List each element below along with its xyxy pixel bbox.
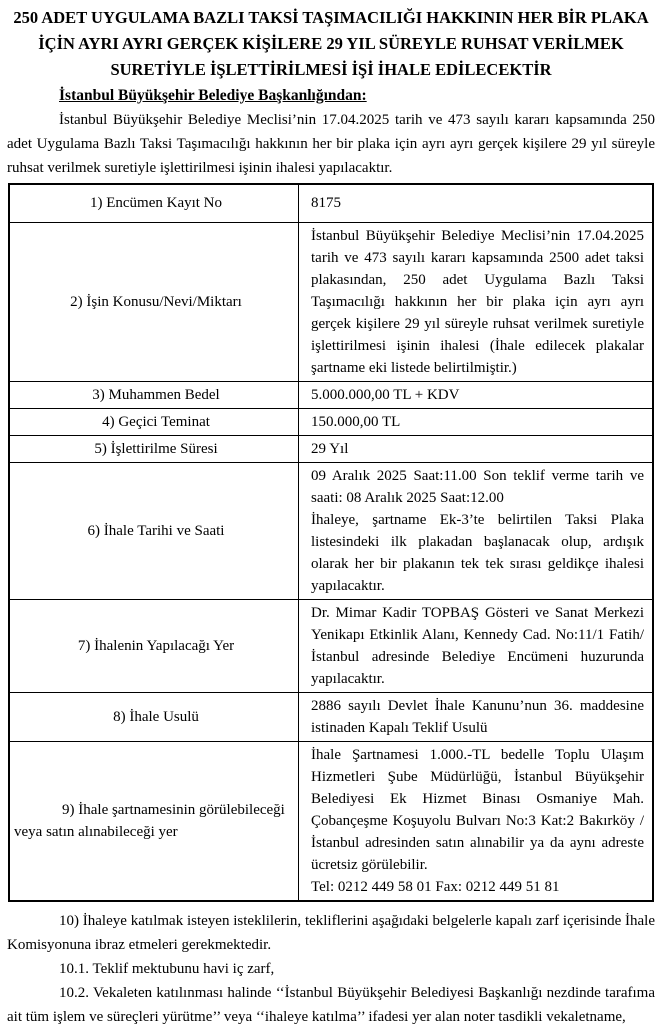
row-label: 9) İhale şartnamesinin görülebileceği veya satın alınabileceği yer [9, 741, 299, 901]
row-value: 2886 sayılı Devlet İhale Kanunu’nun 36. maddesine istinaden Kapalı Teklif Usulü [299, 692, 654, 741]
row-label: 7) İhalenin Yapılacağı Yer [9, 599, 299, 692]
paragraph-10: 10) İhaleye katılmak isteyen isteklilerin, tekliflerini aşağıdaki belgelerle kapalı zarf içerisinde İhale Komisyonuna ibraz etmeleri gerekmektedir. [7, 912, 655, 953]
row-label: 2) İşin Konusu/Nevi/Miktarı [9, 222, 299, 381]
row-value [299, 462, 654, 599]
row-label: 8) İhale Usulü [9, 692, 299, 741]
row-value: 8175 [299, 184, 654, 222]
table-row [9, 381, 653, 408]
row-value-paragraph-1: 09 Aralık 2025 Saat:11.00 Son teklif verme tarih ve saati: 08 Aralık 2025 Saat:12.00 [311, 467, 644, 506]
row-label: 1) Encümen Kayıt No [9, 184, 299, 222]
page-title-line-2: İÇİN AYRI AYRI GERÇEK KİŞİLERE 29 YIL SÜREYLE RUHSAT VERİLMEK [38, 34, 624, 53]
page-title-line-1: 250 ADET UYGULAMA BAZLI TAKSİ TAŞIMACILIĞI HAKKININ HER BİR PLAKA [13, 8, 649, 27]
row-label: 4) Geçici Teminat [9, 408, 299, 435]
table-row [9, 435, 653, 462]
row-value [299, 741, 654, 901]
row-value-paragraph-2: Tel: 0212 449 58 01 Fax: 0212 449 51 81 [311, 878, 560, 895]
row-value: 5.000.000,00 TL + KDV [299, 381, 654, 408]
paragraph-10-1: 10.1. Teklif mektubunu havi iç zarf, [59, 960, 275, 977]
row-value-paragraph-2: İhaleye, şartname Ek-3’te belirtilen Taksi Plaka listesindeki ilk plakadan başlanacak olup, ardışık olarak her bir plakanın tek tek sırası geldikçe ihalesi yapılacaktır. [311, 511, 644, 594]
row-value: 150.000,00 TL [299, 408, 654, 435]
closing-paragraphs [7, 909, 655, 1029]
table-row [9, 222, 653, 381]
page-title [7, 5, 655, 83]
table-row [9, 462, 653, 599]
table-row [9, 692, 653, 741]
table-row [9, 408, 653, 435]
row-label: 3) Muhammen Bedel [9, 381, 299, 408]
table-row [9, 184, 653, 222]
row-value: 29 Yıl [299, 435, 654, 462]
authority-subheading: İstanbul Büyükşehir Belediye Başkanlığından: [59, 87, 367, 104]
row-value: Dr. Mimar Kadir TOPBAŞ Gösteri ve Sanat Merkezi Yenikapı Etkinlik Alanı, Kennedy Cad. No:11/1 Fatih/İstanbul adresinde Belediye Encümeni huzurunda yapılacaktır. [299, 599, 654, 692]
table-row [9, 741, 653, 901]
table-row [9, 599, 653, 692]
paragraph-10-2: 10.2. Vekaleten katılınması halinde ‘‘İstanbul Büyükşehir Belediyesi Başkanlığı nezdinde tarafıma ait tüm işlem ve süreçleri yürütme’’ veya ‘‘ihaleye katılma’’ ifadesi yer alan noter tasdikli vekaletname, [7, 984, 655, 1025]
row-value: İstanbul Büyükşehir Belediye Meclisi’nin 17.04.2025 tarih ve 473 sayılı kararı kapsamında 2500 adet taksi plakasından, 250 adet Uygulama Bazlı Taksi Taşımacılığı hakkının her bir plaka için ayrı ayrı gerçek kişilere 29 yıl süreyle ruhsat verilmek suretiyle işlettirilmesi işinin ihalesi (İhale edilecek plakalar şartname eki listede belirtilmiştir.) [299, 222, 654, 381]
row-label: 6) İhale Tarihi ve Saati [9, 462, 299, 599]
page-title-line-3: SURETİYLE İŞLETTİRİLMESİ İŞİ İHALE EDİLECEKTİR [110, 60, 552, 79]
row-label: 5) İşlettirilme Süresi [9, 435, 299, 462]
tender-table [8, 183, 654, 902]
intro-paragraph: İstanbul Büyükşehir Belediye Meclisi’nin 17.04.2025 tarih ve 473 sayılı kararı kapsamında 250 adet Uygulama Bazlı Taksi Taşımacılığı hakkının her bir plaka için ayrı ayrı gerçek kişilere 29 yıl süreyle ruhsat verilmek suretiyle işlettirilmesi işinin ihalesi yapılacaktır. [7, 112, 655, 176]
row-value-paragraph-1: İhale Şartnamesi 1.000.-TL bedelle Toplu Ulaşım Hizmetleri Şube Müdürlüğü, İstanbul Büyükşehir Belediyesi Ek Hizmet Binası Osmaniye Mah. Çobançeşme Koşuyolu Bulvarı No:3 Kat:2 Bakırköy / İstanbul adresinden satın alınabilir ya da aynı adreste ücretsiz görülebilir. [311, 746, 644, 873]
